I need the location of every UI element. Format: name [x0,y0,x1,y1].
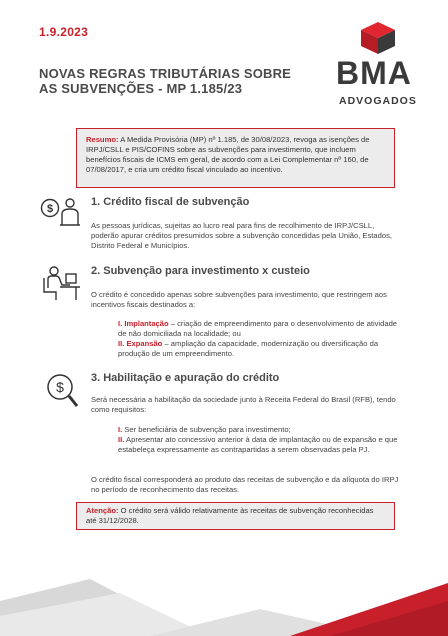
bma-logo [336,22,416,112]
list-item-label: II. [118,435,125,444]
list-item [118,319,398,339]
section-2-paragraph: O crédito é concedido apenas sobre subvenções para investimento, que restringem aos incentivos fiscais destinados a: [91,290,387,309]
section-2-list [118,319,398,359]
list-item [118,425,398,435]
attention-text: O crédito será válido relativamente às receitas de subvenção reconhecidas até 31/12/2028. [86,506,374,525]
money-person-icon [40,197,82,227]
section-1-paragraph: As pessoas jurídicas, sujeitas ao lucro real para fins de recolhimento de IRPJ/CSLL, poderão apurar créditos presumidos sobre a subvenção concedidas pela União, Estados, Distrito Federal e Municípios. [91,221,392,250]
section-3-closing: O crédito fiscal corresponderá ao produto das receitas de subvenção e da alíquota do IRPJ no período de reconhecimento das receitas. [91,475,399,494]
desk-worker-icon [42,266,82,302]
list-item [118,435,398,455]
list-item [118,339,398,359]
summary-box [76,128,395,188]
summary-label: Resumo: [86,135,119,144]
list-item-label: II. Expansão [118,339,163,348]
title-line-2: AS SUBVENÇÕES - MP 1.185/23 [39,81,243,96]
section-2-title: 2. Subvenção para investimento x custeio [91,265,310,277]
list-item-label: I. Implantação [118,319,169,328]
document-date: 1.9.2023 [39,25,89,39]
svg-text:$: $ [46,203,54,215]
document-title [39,66,291,96]
title-line-1: NOVAS REGRAS TRIBUTÁRIAS SOBRE [39,66,292,81]
section-3-list [118,425,398,455]
list-item-text: – ampliação da capacidade, modernização ou diversificação da produção de um empreendimento. [118,339,379,358]
list-item-text: Apresentar ato concessivo anterior à data de implantação ou de expansão e que estabeleça expressamente as contrapartidas a serem observadas pela PJ. [118,435,398,454]
logo-text: BMA [336,55,412,91]
list-item-text: Ser beneficiária de subvenção para investimento; [122,425,291,434]
attention-label: Atenção: [86,506,119,515]
logo-subtitle: ADVOGADOS [339,95,417,107]
svg-text:$: $ [56,379,64,395]
attention-box [76,502,395,530]
section-3-title: 3. Habilitação e apuração do crédito [91,372,280,384]
logo-cube-icon [361,22,395,54]
money-search-icon [46,373,80,409]
footer-decoration [0,561,448,636]
list-item-text: – criação de empreendimento para o desenvolvimento de atividade de não domiciliada na localidade; ou [118,319,398,338]
list-item-label: I. [118,425,123,434]
summary-text: A Medida Provisória (MP) nº 1.185, de 30/08/2023, revoga as isenções de IRPJ/CSLL e PIS/COFINS sobre as subvenções para investimento, que incluem benefícios fiscais de ICMS em geral, de acordo com a Lei Complementar nº 160, de 07/08/2017, e cria um crédito fiscal vinculado ao incentivo. [86,135,370,174]
section-3-paragraph: Será necessária a habilitação da sociedade junto à Receita Federal do Brasil (RFB), tendo como requisitos: [91,395,396,414]
section-1-title: 1. Crédito fiscal de subvenção [91,196,250,208]
